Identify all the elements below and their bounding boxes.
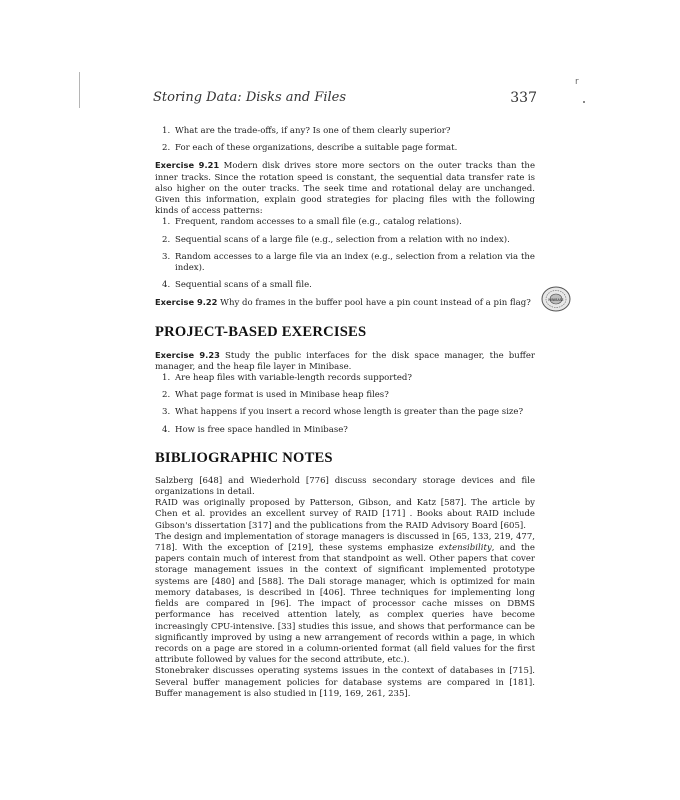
exercise-text: Why do frames in the buffer pool have a pin count instead of a pin flag? xyxy=(220,298,531,309)
seal-label: MINIBASE xyxy=(548,298,564,302)
running-title: Storing Data: Disks and Files xyxy=(153,90,347,105)
biblio-paragraph: RAID was originally proposed by Patterson, Gibson, and Katz [587]. The article by Chen et al. provides an excellent survey of RAID [171] . Books about RAID include Gibson's dissertation [317] and the publications from the RAID Advisory Board [605]. xyxy=(155,498,535,531)
exercise-9-22 xyxy=(155,297,535,309)
biblio-paragraph: Stonebraker discusses operating systems issues in the context of databases in [715]. Several buffer management policies for database systems are compared in [181]. Buffer management is also studied in [119, 169, 261, 235]. xyxy=(155,666,535,699)
biblio-paragraph: The design and implementation of storage managers is discussed in [65, 133, 219, 477, 718]. With the exception of [219], these systems emphasize extensibility, and the papers contain much of interest from that standpoint as well. Other papers that cover storage management issues in the context of significant implemented prototype systems are [480] and [588]. The Dali storage manager, which is optimized for main memory databases, is described in [406]. Three techniques for implementing long fields are compared in [96]. The impact of processor cache misses on DBMS performance has received attention lately, as complex queries have become increasingly CPU-intensive. [33] studies this issue, and shows that performance can be significantly improved by using a new arrangement of records within a page, in which records on a page are stored in a column-oriented format (all field values for the first attribute followed by values for the second attribute, etc.). xyxy=(155,531,535,666)
section-heading-biblio: BIBLIOGRAPHIC NOTES xyxy=(155,449,333,466)
exercise-9-23 xyxy=(155,350,535,373)
exercise-text: Study the public interfaces for the disk space manager, the buffer manager, and the heap file layer in Minibase. xyxy=(155,350,535,372)
list-item: 4. How is free space handled in Minibase? xyxy=(162,424,348,435)
list-item: 1. Are heap files with variable-length records supported? xyxy=(162,373,412,384)
list-item: 1. What are the trade-offs, if any? Is one of them clearly superior? xyxy=(162,126,451,136)
biblio-paragraph: Salzberg [648] and Wiederhold [776] discuss secondary storage devices and file organizations in detail. xyxy=(155,475,535,498)
list-item: 4. Sequential scans of a small file. xyxy=(162,280,312,291)
exercise-label: Exercise 9.23 xyxy=(155,349,220,360)
page-header xyxy=(153,90,537,105)
margin-mark: r xyxy=(575,77,579,87)
list-item: 3. Random accesses to a large file via an index (e.g., selection from a relation via the index). xyxy=(162,251,535,274)
list-item: 3. What happens if you insert a record whose length is greater than the page size? xyxy=(162,407,524,418)
minibase-seal-icon xyxy=(540,285,572,313)
margin-dot xyxy=(583,101,585,103)
emphasis-term: extensibility xyxy=(438,543,492,554)
exercise-9-23-list xyxy=(155,373,535,436)
exercise-label: Exercise 9.21 xyxy=(155,160,220,171)
page-number: 337 xyxy=(510,90,537,106)
page-content xyxy=(155,126,535,700)
section-heading-project: PROJECT-BASED EXERCISES xyxy=(155,323,367,340)
top-list xyxy=(155,126,535,154)
exercise-9-21-list xyxy=(155,217,535,291)
margin-rule xyxy=(79,72,80,108)
exercise-text: Modern disk drives store more sectors on the outer tracks than the inner tracks. Since the rotation speed is constant, the sequential data transfer rate is also higher on the outer tracks. The seek time and rotational delay are unchanged. Given this information, explain good strategies for placing files with the following kinds of access patterns: xyxy=(155,161,535,217)
exercise-9-21 xyxy=(155,160,535,217)
list-item: 1. Frequent, random accesses to a small file (e.g., catalog relations). xyxy=(162,217,462,228)
exercise-label: Exercise 9.22 xyxy=(155,297,218,308)
list-item: 2. For each of these organizations, describe a suitable page format. xyxy=(162,143,458,154)
list-item: 2. What page format is used in Minibase heap files? xyxy=(162,390,389,401)
list-item: 2. Sequential scans of a large file (e.g., selection from a relation with no index). xyxy=(162,234,510,245)
